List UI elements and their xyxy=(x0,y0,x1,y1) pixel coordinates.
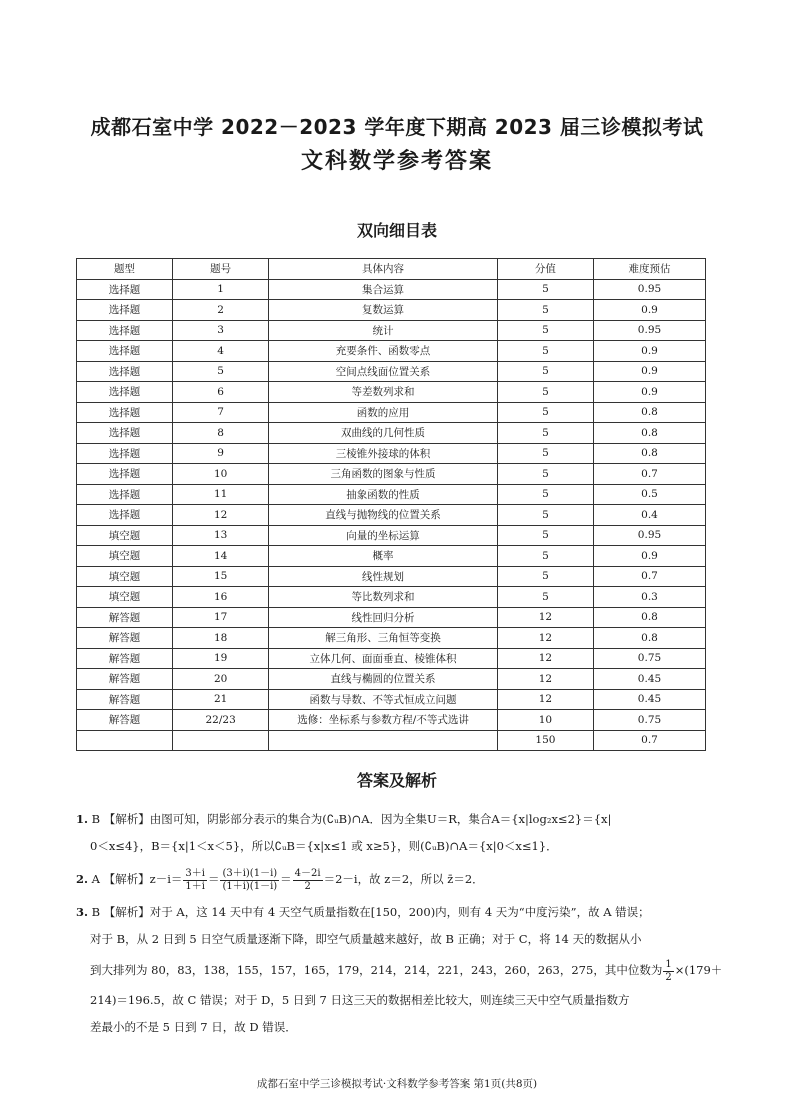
table-cell: 5 xyxy=(497,464,593,485)
table-row xyxy=(77,443,706,464)
table-cell: 5 xyxy=(497,484,593,505)
table-cell: 5 xyxy=(497,587,593,608)
table-cell: 19 xyxy=(173,648,269,669)
table-cell xyxy=(77,730,173,751)
column-header: 分值 xyxy=(497,259,593,280)
table-cell: 解答题 xyxy=(77,710,173,731)
table-cell: 13 xyxy=(173,525,269,546)
table-cell: 7 xyxy=(173,402,269,423)
table-cell: 0.95 xyxy=(593,279,705,300)
table-cell: 12 xyxy=(497,628,593,649)
answer-text: ×(179＋ xyxy=(674,963,723,977)
table-cell: 0.8 xyxy=(593,628,705,649)
table-cell: 0.45 xyxy=(593,669,705,690)
table-row xyxy=(77,484,706,505)
answer-text: B 【解析】由图可知，阴影部分表示的集合为(∁ᵤB)∩A．因为全集U＝R，集合A＝{x|log₂x≤2}＝{x| xyxy=(91,812,612,826)
table-row xyxy=(77,361,706,382)
table-cell: 5 xyxy=(497,505,593,526)
table-cell: 5 xyxy=(497,566,593,587)
table-cell: 0.9 xyxy=(593,546,705,567)
table-cell: 解答题 xyxy=(77,628,173,649)
table-cell: 选择题 xyxy=(77,382,173,403)
table-cell: 0.45 xyxy=(593,689,705,710)
table-cell: 21 xyxy=(173,689,269,710)
table-cell: 立体几何、面面垂直、棱锥体积 xyxy=(269,648,498,669)
table-cell: 0.8 xyxy=(593,443,705,464)
table-cell: 0.9 xyxy=(593,382,705,403)
table-cell: 5 xyxy=(497,320,593,341)
table-cell: 1 xyxy=(173,279,269,300)
table-cell: 0.8 xyxy=(593,607,705,628)
table-cell: 5 xyxy=(497,402,593,423)
table-cell: 5 xyxy=(497,341,593,362)
table-cell: 12 xyxy=(497,607,593,628)
table-cell: 三角函数的图象与性质 xyxy=(269,464,498,485)
table-cell: 三棱锥外接球的体积 xyxy=(269,443,498,464)
table-cell: 填空题 xyxy=(77,546,173,567)
table-cell: 5 xyxy=(497,546,593,567)
table-cell: 统计 xyxy=(269,320,498,341)
table-cell: 选择题 xyxy=(77,300,173,321)
table-cell: 12 xyxy=(497,669,593,690)
table-cell: 解答题 xyxy=(77,607,173,628)
table-cell: 选择题 xyxy=(77,361,173,382)
table-row xyxy=(77,669,706,690)
table-row xyxy=(77,341,706,362)
table-cell: 解答题 xyxy=(77,669,173,690)
table-cell: 函数的应用 xyxy=(269,402,498,423)
table-cell: 解三角形、三角恒等变换 xyxy=(269,628,498,649)
table-cell: 6 xyxy=(173,382,269,403)
table-cell: 0.3 xyxy=(593,587,705,608)
table-cell: 直线与椭圆的位置关系 xyxy=(269,669,498,690)
table-cell: 11 xyxy=(173,484,269,505)
table-cell: 10 xyxy=(497,710,593,731)
table-cell: 0.4 xyxy=(593,505,705,526)
table-cell: 15 xyxy=(173,566,269,587)
answer-text: 差最小的不是 5 日到 7 日，故 D 错误． xyxy=(90,1020,297,1034)
table-row xyxy=(77,505,706,526)
exam-title: 成都石室中学 2022－2023 学年度下期高 2023 届三诊模拟考试 xyxy=(90,115,704,139)
table-cell: 0.8 xyxy=(593,423,705,444)
table-cell: 0.7 xyxy=(593,464,705,485)
table-row xyxy=(77,320,706,341)
answer-text: 0＜x≤4}，B＝{x|1＜x＜5}，所以∁ᵤB＝{x|x≤1 或 x≥5}，则(∁ᵤB)∩A＝{x|0＜x≤1}． xyxy=(90,839,558,853)
table-cell: 0.9 xyxy=(593,341,705,362)
question-number: 3. xyxy=(76,905,89,919)
table-cell: 16 xyxy=(173,587,269,608)
fraction: $\frac{3+i}{1+i}$ xyxy=(185,867,205,892)
table-cell: 0.9 xyxy=(593,300,705,321)
table-cell: 选择题 xyxy=(77,279,173,300)
answer-item xyxy=(76,806,712,860)
table-cell: 22/23 xyxy=(173,710,269,731)
table-cell: 5 xyxy=(173,361,269,382)
answer-text: B 【解析】对于 A，这 14 天中有 4 天空气质量指数在[150，200)内，则有 4 天为“中度污染”，故 A 错误； xyxy=(91,905,650,919)
table-cell: 5 xyxy=(497,423,593,444)
table-cell: 解答题 xyxy=(77,648,173,669)
table-cell: 5 xyxy=(497,279,593,300)
table-cell: 12 xyxy=(497,689,593,710)
answers-list xyxy=(76,806,723,1041)
table-cell: 填空题 xyxy=(77,587,173,608)
table-cell: 等比数列求和 xyxy=(269,587,498,608)
table-row xyxy=(77,464,706,485)
table-cell: 选择题 xyxy=(77,423,173,444)
specification-table xyxy=(76,258,706,751)
table-cell: 0.7 xyxy=(593,730,705,751)
table-row xyxy=(77,607,706,628)
fraction: $\frac{1}{2}$ xyxy=(665,958,672,983)
table-cell: 集合运算 xyxy=(269,279,498,300)
table-cell: 12 xyxy=(173,505,269,526)
table-section-title: 双向细目表 xyxy=(356,221,437,240)
table-cell: 线性回归分析 xyxy=(269,607,498,628)
table-row xyxy=(77,546,706,567)
fraction: $\frac{4-2i}{2}$ xyxy=(294,867,321,892)
table-cell: 0.95 xyxy=(593,525,705,546)
table-cell: 12 xyxy=(497,648,593,669)
question-number: 2. xyxy=(76,872,89,886)
table-row xyxy=(77,689,706,710)
table-row xyxy=(77,648,706,669)
column-header: 题型 xyxy=(77,259,173,280)
table-row xyxy=(77,279,706,300)
table-cell: 选择题 xyxy=(77,443,173,464)
column-header: 难度预估 xyxy=(593,259,705,280)
table-row xyxy=(77,628,706,649)
table-cell: 0.8 xyxy=(593,402,705,423)
table-cell: 9 xyxy=(173,443,269,464)
table-header-row xyxy=(77,259,706,280)
fraction: $\frac{(3+i)(1-i)}{(1+i)(1-i)}$ xyxy=(222,867,278,892)
table-cell: 5 xyxy=(497,443,593,464)
table-cell xyxy=(269,730,498,751)
column-header: 具体内容 xyxy=(269,259,498,280)
table-cell: 选择题 xyxy=(77,484,173,505)
table-cell: 选择题 xyxy=(77,402,173,423)
table-cell: 5 xyxy=(497,300,593,321)
answer-text: 214)＝196.5，故 C 错误；对于 D，5 日到 7 日这三天的数据相差比较大，则连续三天中空气质量指数方 xyxy=(90,993,630,1007)
table-row xyxy=(77,300,706,321)
table-cell: 复数运算 xyxy=(269,300,498,321)
table-cell: 线性规划 xyxy=(269,566,498,587)
table-cell: 10 xyxy=(173,464,269,485)
table-body xyxy=(77,279,706,751)
table-cell: 0.95 xyxy=(593,320,705,341)
answer-text: A 【解析】z－i＝ xyxy=(91,872,183,886)
page-footer: 成都石室中学三诊模拟考试·文科数学参考答案 第1页(共8页) xyxy=(256,1078,538,1090)
table-cell: 18 xyxy=(173,628,269,649)
table-row xyxy=(77,566,706,587)
table-cell: 0.5 xyxy=(593,484,705,505)
answer-text: 对于 B，从 2 日到 5 日空气质量逐渐下降，即空气质量越来越好，故 B 正确；对于 C，将 14 天的数据从小 xyxy=(90,932,642,946)
table-row xyxy=(77,587,706,608)
table-cell: 0.75 xyxy=(593,648,705,669)
answer-text: ＝2－i，故 z＝2，所以 z̄＝2． xyxy=(323,872,484,886)
table-row xyxy=(77,423,706,444)
table-cell: 0.7 xyxy=(593,566,705,587)
table-row xyxy=(77,382,706,403)
answer-item xyxy=(76,899,723,1041)
table-row xyxy=(77,402,706,423)
table-row xyxy=(77,710,706,731)
table-cell: 5 xyxy=(497,525,593,546)
table-cell: 选修：坐标系与参数方程/不等式选讲 xyxy=(269,710,498,731)
table-cell: 函数与导数、不等式恒成立问题 xyxy=(269,689,498,710)
table-cell: 20 xyxy=(173,669,269,690)
table-cell: 填空题 xyxy=(77,566,173,587)
table-cell: 3 xyxy=(173,320,269,341)
answers-section-title: 答案及解析 xyxy=(356,771,437,790)
question-number: 1. xyxy=(76,812,89,826)
table-cell xyxy=(173,730,269,751)
document-subtitle: 文科数学参考答案 xyxy=(300,149,493,174)
table-cell: 空间点线面位置关系 xyxy=(269,361,498,382)
table-cell: 解答题 xyxy=(77,689,173,710)
table-row xyxy=(77,525,706,546)
table-cell: 双曲线的几何性质 xyxy=(269,423,498,444)
table-cell: 选择题 xyxy=(77,320,173,341)
table-row xyxy=(77,730,706,751)
table-cell: 0.75 xyxy=(593,710,705,731)
table-cell: 4 xyxy=(173,341,269,362)
table-cell: 5 xyxy=(497,382,593,403)
table-cell: 概率 xyxy=(269,546,498,567)
table-cell: 抽象函数的性质 xyxy=(269,484,498,505)
table-cell: 选择题 xyxy=(77,505,173,526)
table-cell: 向量的坐标运算 xyxy=(269,525,498,546)
table-cell: 填空题 xyxy=(77,525,173,546)
table-cell: 选择题 xyxy=(77,464,173,485)
table-cell: 等差数列求和 xyxy=(269,382,498,403)
answer-text: 到大排列为 80，83，138，155，157，165，179，214，214，221，243，260，263，275，其中位数为 xyxy=(90,963,663,977)
table-cell: 17 xyxy=(173,607,269,628)
table-cell: 直线与抛物线的位置关系 xyxy=(269,505,498,526)
table-cell: 8 xyxy=(173,423,269,444)
table-cell: 14 xyxy=(173,546,269,567)
table-cell: 0.9 xyxy=(593,361,705,382)
table-cell: 充要条件、函数零点 xyxy=(269,341,498,362)
table-cell: 5 xyxy=(497,361,593,382)
table-cell: 150 xyxy=(497,730,593,751)
answer-item: 2. A 【解析】z－i＝ $\frac{3+i}{1+i}$ ＝ $\frac{(3+i)(1-i)}{(1+i)(1-i)}$ ＝ $\frac{4-2i}{2}$ ＝2－i，故 z＝2，所以 z̄＝2． xyxy=(76,867,484,892)
table-cell: 选择题 xyxy=(77,341,173,362)
column-header: 题号 xyxy=(173,259,269,280)
table-cell: 2 xyxy=(173,300,269,321)
